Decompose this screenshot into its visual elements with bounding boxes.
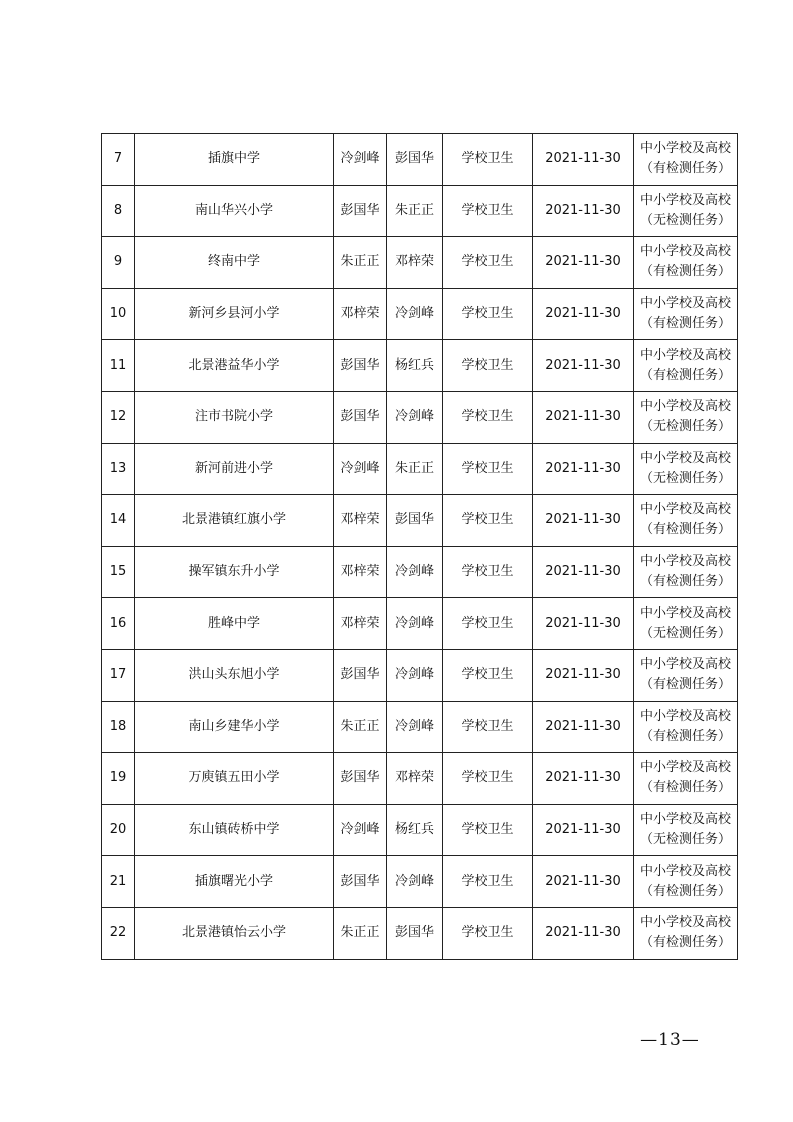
- school-name-cell: 北景港益华小学: [135, 340, 334, 392]
- table-row: [102, 804, 738, 856]
- category-line-2: （无检测任务）: [639, 625, 731, 641]
- date-cell: 2021-11-30: [533, 185, 634, 237]
- page-number: —13—: [640, 1030, 700, 1050]
- category-line-1: 中小学校及高校: [639, 605, 731, 621]
- field-cell: 学校卫生: [443, 134, 533, 186]
- field-cell: 学校卫生: [443, 495, 533, 547]
- table-row: [102, 701, 738, 753]
- category-cell: [634, 340, 738, 392]
- school-name-cell: 注市书院小学: [135, 391, 334, 443]
- category-line-1: 中小学校及高校: [639, 708, 731, 724]
- inspector-1-cell: 彭国华: [334, 391, 387, 443]
- category-line-1: 中小学校及高校: [639, 244, 731, 260]
- inspector-1-cell: 冷剑峰: [334, 443, 387, 495]
- field-cell: 学校卫生: [443, 856, 533, 908]
- field-cell: 学校卫生: [443, 443, 533, 495]
- school-name-cell: 南山乡建华小学: [135, 701, 334, 753]
- category-line-2: （有检测任务）: [639, 780, 731, 796]
- category-line-2: （无检测任务）: [639, 419, 731, 435]
- category-line-1: 中小学校及高校: [639, 657, 731, 673]
- inspector-2-cell: 冷剑峰: [387, 288, 443, 340]
- school-name-cell: 胜峰中学: [135, 598, 334, 650]
- inspector-2-cell: 朱正正: [387, 443, 443, 495]
- inspector-2-cell: 彭国华: [387, 907, 443, 959]
- inspector-2-cell: 杨红兵: [387, 340, 443, 392]
- row-number-cell: 15: [102, 546, 135, 598]
- field-cell: 学校卫生: [443, 701, 533, 753]
- date-cell: 2021-11-30: [533, 753, 634, 805]
- school-name-cell: 洪山头东旭小学: [135, 649, 334, 701]
- category-line-1: 中小学校及高校: [639, 863, 731, 879]
- inspector-1-cell: 邓梓荣: [334, 495, 387, 547]
- table-row: [102, 753, 738, 805]
- category-line-2: （有检测任务）: [639, 316, 731, 332]
- school-name-cell: 操军镇东升小学: [135, 546, 334, 598]
- field-cell: 学校卫生: [443, 546, 533, 598]
- category-line-2: （有检测任务）: [639, 574, 731, 590]
- field-cell: 学校卫生: [443, 288, 533, 340]
- date-cell: 2021-11-30: [533, 856, 634, 908]
- table-row: [102, 237, 738, 289]
- inspector-1-cell: 彭国华: [334, 753, 387, 805]
- category-cell: [634, 753, 738, 805]
- category-line-1: 中小学校及高校: [639, 760, 731, 776]
- category-line-2: （有检测任务）: [639, 883, 731, 899]
- inspector-2-cell: 冷剑峰: [387, 649, 443, 701]
- table-row: [102, 856, 738, 908]
- field-cell: 学校卫生: [443, 340, 533, 392]
- inspector-2-cell: 冷剑峰: [387, 391, 443, 443]
- table-row: [102, 649, 738, 701]
- row-number-cell: 13: [102, 443, 135, 495]
- category-cell: [634, 134, 738, 186]
- inspector-1-cell: 彭国华: [334, 185, 387, 237]
- category-line-2: （有检测任务）: [639, 522, 731, 538]
- date-cell: 2021-11-30: [533, 288, 634, 340]
- category-cell: [634, 546, 738, 598]
- category-line-1: 中小学校及高校: [639, 812, 731, 828]
- table-row: [102, 598, 738, 650]
- table-row: [102, 134, 738, 186]
- category-cell: [634, 804, 738, 856]
- inspector-1-cell: 彭国华: [334, 649, 387, 701]
- date-cell: 2021-11-30: [533, 443, 634, 495]
- school-name-cell: 插旗曙光小学: [135, 856, 334, 908]
- school-name-cell: 北景港镇红旗小学: [135, 495, 334, 547]
- category-cell: [634, 495, 738, 547]
- inspector-2-cell: 冷剑峰: [387, 856, 443, 908]
- row-number-cell: 18: [102, 701, 135, 753]
- inspector-2-cell: 彭国华: [387, 495, 443, 547]
- field-cell: 学校卫生: [443, 237, 533, 289]
- date-cell: 2021-11-30: [533, 134, 634, 186]
- date-cell: 2021-11-30: [533, 340, 634, 392]
- inspector-1-cell: 邓梓荣: [334, 598, 387, 650]
- inspector-2-cell: 冷剑峰: [387, 701, 443, 753]
- row-number-cell: 7: [102, 134, 135, 186]
- category-cell: [634, 856, 738, 908]
- table-row: [102, 340, 738, 392]
- category-line-1: 中小学校及高校: [639, 192, 731, 208]
- row-number-cell: 14: [102, 495, 135, 547]
- category-line-2: （无检测任务）: [639, 470, 731, 486]
- row-number-cell: 22: [102, 907, 135, 959]
- row-number-cell: 21: [102, 856, 135, 908]
- field-cell: 学校卫生: [443, 804, 533, 856]
- category-cell: [634, 701, 738, 753]
- inspector-2-cell: 朱正正: [387, 185, 443, 237]
- inspector-1-cell: 朱正正: [334, 701, 387, 753]
- date-cell: 2021-11-30: [533, 804, 634, 856]
- category-line-1: 中小学校及高校: [639, 347, 731, 363]
- inspector-2-cell: 邓梓荣: [387, 753, 443, 805]
- category-line-2: （有检测任务）: [639, 728, 731, 744]
- school-name-cell: 北景港镇怡云小学: [135, 907, 334, 959]
- table-row: [102, 495, 738, 547]
- date-cell: 2021-11-30: [533, 649, 634, 701]
- row-number-cell: 19: [102, 753, 135, 805]
- category-line-1: 中小学校及高校: [639, 296, 731, 312]
- inspector-1-cell: 彭国华: [334, 856, 387, 908]
- category-cell: [634, 185, 738, 237]
- inspector-2-cell: 杨红兵: [387, 804, 443, 856]
- school-name-cell: 南山华兴小学: [135, 185, 334, 237]
- table-row: [102, 288, 738, 340]
- row-number-cell: 10: [102, 288, 135, 340]
- school-name-cell: 万庾镇五田小学: [135, 753, 334, 805]
- inspector-1-cell: 邓梓荣: [334, 288, 387, 340]
- table-row: [102, 443, 738, 495]
- category-line-2: （有检测任务）: [639, 935, 731, 951]
- category-line-1: 中小学校及高校: [639, 450, 731, 466]
- inspector-1-cell: 朱正正: [334, 237, 387, 289]
- row-number-cell: 11: [102, 340, 135, 392]
- field-cell: 学校卫生: [443, 391, 533, 443]
- category-cell: [634, 391, 738, 443]
- inspector-2-cell: 彭国华: [387, 134, 443, 186]
- inspector-1-cell: 冷剑峰: [334, 804, 387, 856]
- field-cell: 学校卫生: [443, 649, 533, 701]
- date-cell: 2021-11-30: [533, 598, 634, 650]
- school-name-cell: 东山镇砖桥中学: [135, 804, 334, 856]
- school-name-cell: 新河乡县河小学: [135, 288, 334, 340]
- table-row: [102, 546, 738, 598]
- inspector-2-cell: 冷剑峰: [387, 598, 443, 650]
- category-cell: [634, 649, 738, 701]
- school-name-cell: 插旗中学: [135, 134, 334, 186]
- field-cell: 学校卫生: [443, 907, 533, 959]
- row-number-cell: 16: [102, 598, 135, 650]
- table-row: [102, 185, 738, 237]
- date-cell: 2021-11-30: [533, 546, 634, 598]
- date-cell: 2021-11-30: [533, 237, 634, 289]
- inspector-2-cell: 冷剑峰: [387, 546, 443, 598]
- category-line-2: （有检测任务）: [639, 677, 731, 693]
- table-row: [102, 907, 738, 959]
- date-cell: 2021-11-30: [533, 391, 634, 443]
- category-line-2: （有检测任务）: [639, 161, 731, 177]
- inspector-1-cell: 冷剑峰: [334, 134, 387, 186]
- school-name-cell: 终南中学: [135, 237, 334, 289]
- category-line-2: （无检测任务）: [639, 212, 731, 228]
- inspection-table: [101, 133, 738, 960]
- category-cell: [634, 598, 738, 650]
- school-name-cell: 新河前进小学: [135, 443, 334, 495]
- category-line-1: 中小学校及高校: [639, 554, 731, 570]
- category-line-2: （有检测任务）: [639, 264, 731, 280]
- category-cell: [634, 907, 738, 959]
- category-line-2: （有检测任务）: [639, 367, 731, 383]
- row-number-cell: 9: [102, 237, 135, 289]
- date-cell: 2021-11-30: [533, 907, 634, 959]
- date-cell: 2021-11-30: [533, 495, 634, 547]
- row-number-cell: 17: [102, 649, 135, 701]
- field-cell: 学校卫生: [443, 185, 533, 237]
- category-cell: [634, 288, 738, 340]
- category-line-1: 中小学校及高校: [639, 399, 731, 415]
- row-number-cell: 8: [102, 185, 135, 237]
- row-number-cell: 20: [102, 804, 135, 856]
- category-line-2: （无检测任务）: [639, 832, 731, 848]
- row-number-cell: 12: [102, 391, 135, 443]
- inspector-2-cell: 邓梓荣: [387, 237, 443, 289]
- field-cell: 学校卫生: [443, 753, 533, 805]
- inspector-1-cell: 彭国华: [334, 340, 387, 392]
- inspector-1-cell: 朱正正: [334, 907, 387, 959]
- category-cell: [634, 237, 738, 289]
- category-cell: [634, 443, 738, 495]
- category-line-1: 中小学校及高校: [639, 141, 731, 157]
- table-row: [102, 391, 738, 443]
- category-line-1: 中小学校及高校: [639, 915, 731, 931]
- category-line-1: 中小学校及高校: [639, 502, 731, 518]
- inspector-1-cell: 邓梓荣: [334, 546, 387, 598]
- field-cell: 学校卫生: [443, 598, 533, 650]
- table-body: [102, 134, 738, 960]
- date-cell: 2021-11-30: [533, 701, 634, 753]
